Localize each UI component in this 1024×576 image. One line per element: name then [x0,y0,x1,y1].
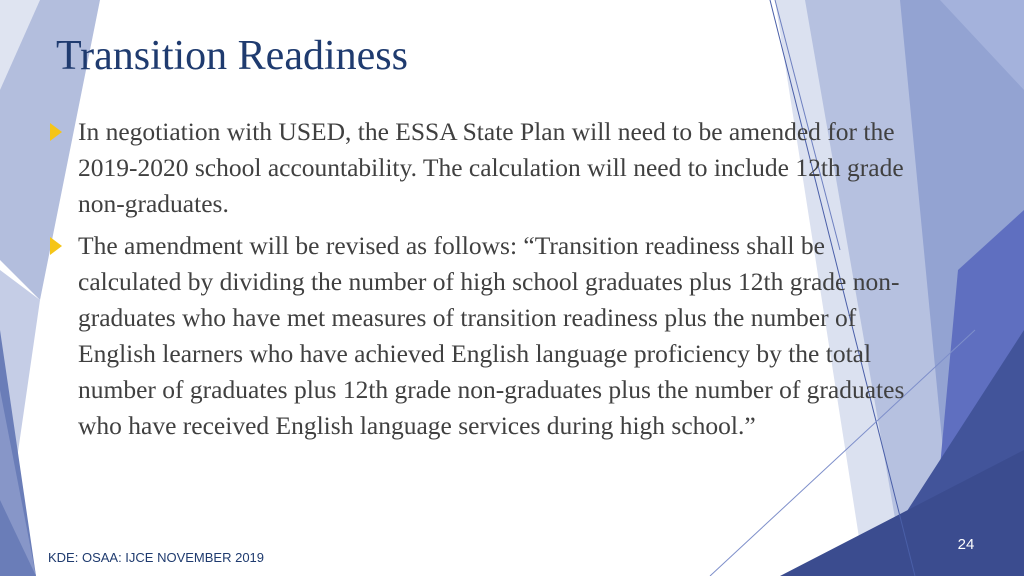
list-item [46,114,926,222]
footer-label: KDE: OSAA: IJCE NOVEMBER 2019 [48,550,265,565]
page-title: Transition Readiness [56,33,408,79]
triangle-right-icon [50,237,62,255]
bullet-text: The amendment will be revised as follows: “Transition readiness shall be calculated by dividing the number of high school graduates plus 12th grade non-graduates who have met measures of transition readiness plus the number of English learners who have achieved English language proficiency by the total number of graduates plus 12th grade non-graduates plus the number of graduates who have received English language services during high school.” [78,231,905,440]
bullet-list [46,114,926,450]
list-item [46,228,926,444]
bullet-text: In negotiation with USED, the ESSA State Plan will need to be amended for the 2019-2020 school accountability. The calculation will need to include 12th grade non-graduates. [78,117,904,218]
page-number: 24 [957,536,975,553]
triangle-right-icon [50,123,62,141]
